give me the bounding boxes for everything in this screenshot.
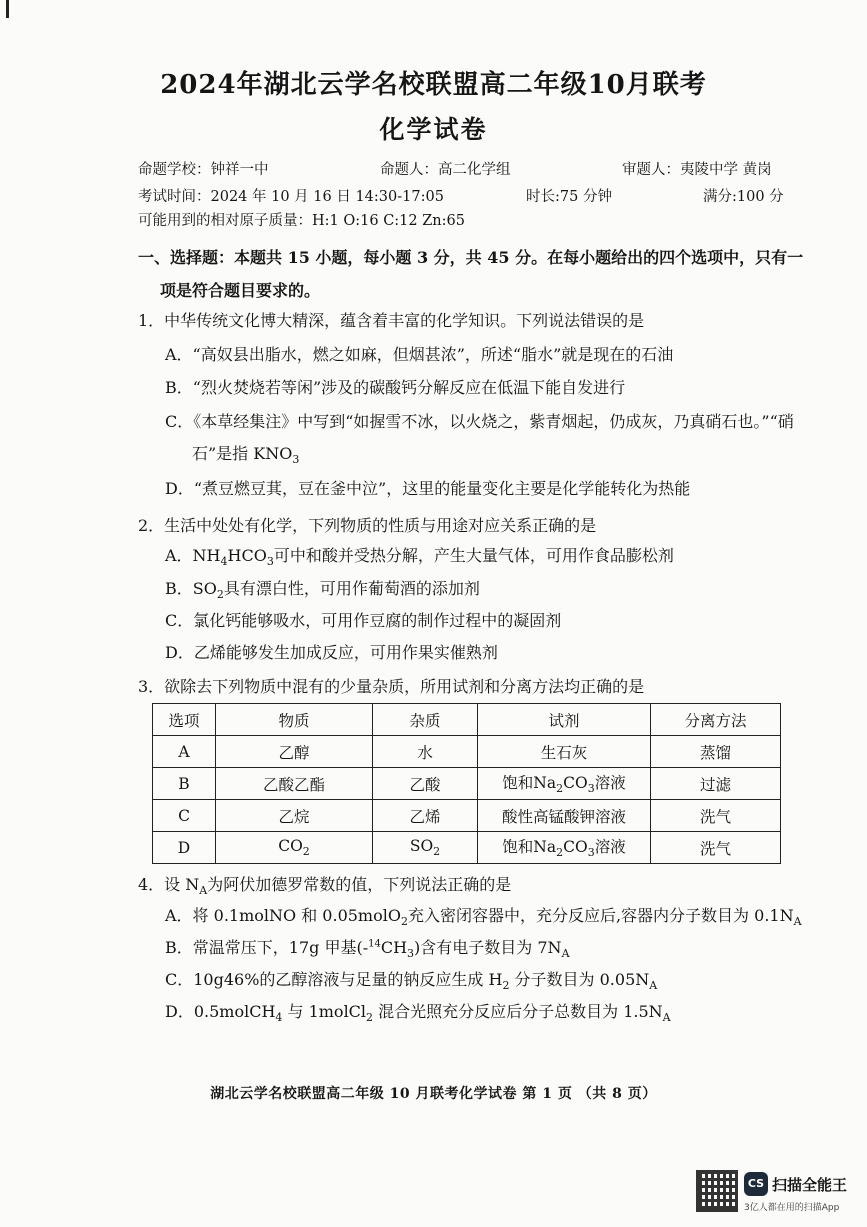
q4-option-d: D．0.5molCH$_4$ 与 1molCl$_2$ 混合光照充分反应后分子总数目为 $1.5N_A$ (165, 1002, 671, 1025)
q3-stem: 3．欲除去下列物质中混有的少量杂质，所用试剂和分离方法均正确的是 (138, 677, 645, 696)
table-row (153, 736, 781, 768)
q4-option-c: C．10g46%的乙醇溶液与足量的钠反应生成 $H_2$ 分子数目为 $0.05N_A$ (165, 970, 658, 993)
info-atomic-masses: 可能用到的相对原子质量：H:1 O:16 C:12 Zn:65 (138, 213, 465, 229)
cell-option: B (153, 768, 216, 800)
cell-method: 洗气 (651, 832, 781, 864)
cell-method: 过滤 (651, 768, 781, 800)
q1-option-b: B．“烈火焚烧若等闲”涉及的碳酸钙分解反应在低温下能自发进行 (165, 378, 626, 397)
cell-reagent: 酸性高锰酸钾溶液 (478, 800, 651, 832)
cell-reagent: 饱和$Na_2CO_3$溶液 (478, 832, 651, 864)
q3-table (152, 703, 781, 864)
info-author: 命题人：高二化学组 (380, 162, 511, 178)
page-footer: 湖北云学名校联盟高二年级 10 月联考化学试卷 第 1 页 （共 8 页） (210, 1086, 657, 1102)
cell-impurity: 水 (373, 736, 478, 768)
cell-method: 蒸馏 (651, 736, 781, 768)
info-reviewer: 审题人：夷陵中学 黄岗 (622, 162, 772, 178)
q4-stem: 4．设 $N_A$为阿伏加德罗常数的值，下列说法正确的是 (138, 875, 512, 898)
qr-code-icon (696, 1170, 738, 1212)
th-option: 选项 (153, 704, 216, 736)
q1-option-a: A．“高奴县出脂水，燃之如麻，但烟甚浓”，所述“脂水”就是现在的石油 (165, 345, 674, 364)
camscanner-logo-icon: CS (744, 1172, 768, 1196)
th-impurity: 杂质 (373, 704, 478, 736)
section-heading-line1: 一、选择题：本题共 15 小题，每小题 3 分，共 45 分。在每小题给出的四个选项中，只有一 (138, 248, 804, 267)
info-school: 命题学校：钟祥一中 (138, 162, 269, 178)
info-score: 满分:100 分 (703, 189, 784, 205)
scanner-brand-name: 扫描全能王 (772, 1176, 848, 1194)
q1-stem: 1．中华传统文化博大精深，蕴含着丰富的化学知识。下列说法错误的是 (138, 311, 645, 330)
q4-option-a: A．将 0.1molNO 和 0.05molO$_2$充入密闭容器中，充分反应后,容器内分子数目为 $0.1N_A$ (165, 906, 802, 929)
q4-option-b: B．常温常压下，17g 甲基$(-^{14}CH_3)$含有电子数目为 $7N_A$ (165, 938, 570, 961)
q2-option-d: D．乙烯能够发生加成反应，可用作果实催熟剂 (165, 643, 498, 662)
q1-option-d: D．“煮豆燃豆萁，豆在釜中泣”，这里的能量变化主要是化学能转化为热能 (165, 479, 691, 498)
cell-impurity: 乙烯 (373, 800, 478, 832)
exam-title: 2024年湖北云学名校联盟高二年级10月联考 (160, 70, 707, 100)
cell-substance: 乙烷 (216, 800, 373, 832)
section-heading-line2: 项是符合题目要求的。 (160, 281, 321, 300)
cell-option: D (153, 832, 216, 864)
q1-option-c-line1: C．《本草经集注》中写到“如握雪不冰，以火烧之，紫青烟起，仍成灰，乃真硝石也。”“硝 (165, 412, 794, 431)
cell-substance: 乙酸乙酯 (216, 768, 373, 800)
q2-stem: 2．生活中处处有化学，下列物质的性质与用途对应关系正确的是 (138, 516, 597, 535)
th-substance: 物质 (216, 704, 373, 736)
q1-option-c-line2: 石”是指 $KNO_3$ (192, 444, 300, 467)
scanner-tagline: 3亿人都在用的扫描App (744, 1203, 840, 1213)
cell-impurity: $SO_2$ (373, 832, 478, 864)
cell-option: A (153, 736, 216, 768)
cell-option: C (153, 800, 216, 832)
scan-edge-mark (6, 0, 9, 18)
exam-subtitle: 化学试卷 (379, 115, 488, 144)
table-row (153, 800, 781, 832)
info-duration: 时长:75 分钟 (526, 189, 612, 205)
cell-impurity: 乙酸 (373, 768, 478, 800)
q2-option-a: A．$NH_4HCO_3$可中和酸并受热分解，产生大量气体，可用作食品膨松剂 (165, 546, 674, 569)
th-reagent: 试剂 (478, 704, 651, 736)
table-row (153, 768, 781, 800)
info-time: 考试时间：2024 年 10 月 16 日 14:30-17:05 (138, 189, 444, 205)
cell-reagent: 生石灰 (478, 736, 651, 768)
cell-substance: 乙醇 (216, 736, 373, 768)
cell-substance: $CO_2$ (216, 832, 373, 864)
cell-method: 洗气 (651, 800, 781, 832)
th-method: 分离方法 (651, 704, 781, 736)
table-header-row (153, 704, 781, 736)
table-row (153, 832, 781, 864)
q2-option-b: B．$SO_2$具有漂白性，可用作葡萄酒的添加剂 (165, 579, 480, 602)
cell-reagent: 饱和$Na_2CO_3$溶液 (478, 768, 651, 800)
q2-option-c: C．氯化钙能够吸水，可用作豆腐的制作过程中的凝固剂 (165, 611, 562, 630)
